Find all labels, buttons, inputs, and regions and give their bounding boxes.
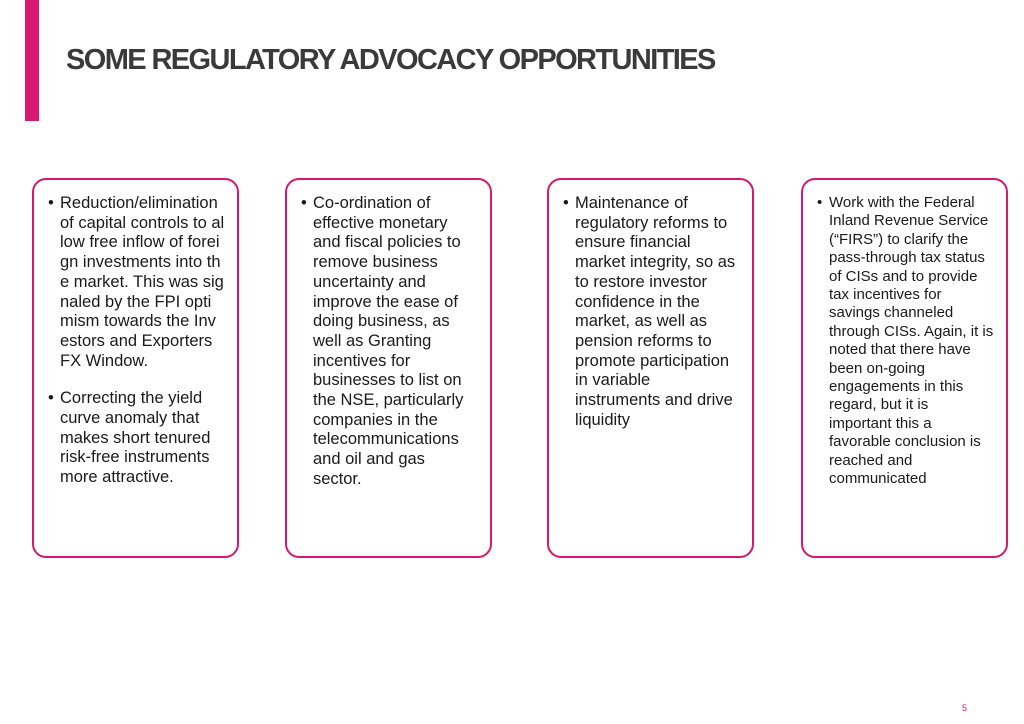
bullet-item: • Work with the Federal Inland Revenue Service (“FIRS”) to clarify the pass-through tax status of CISs and to provide tax incentives for savings channeled through CISs. Again, it is noted that there have been on-going engagements in this regard, but it is important this a favorable conclusion is reached and communicated: [815, 194, 994, 489]
bullet-list: [299, 194, 478, 490]
accent-bar: [25, 0, 39, 121]
card-capital-controls: [32, 178, 239, 558]
bullet-list: [46, 194, 225, 488]
page-number: 5: [962, 703, 968, 713]
slide-title: SOME REGULATORY ADVOCACY OPPORTUNITIES: [66, 44, 715, 76]
bullet-item: • Reduction/elimination of capital controls to allow free inflow of foreign investments into the market. This was signaled by the FPI optimism towards the Investors and Exporters FX Window.: [46, 194, 225, 371]
card-monetary-fiscal: [285, 178, 492, 558]
card-firs-tax: [801, 178, 1008, 558]
bullet-list: [561, 194, 740, 430]
bullet-list: [815, 194, 994, 489]
bullet-item: • Correcting the yield curve anomaly that makes short tenured risk-free instruments more attractive.: [46, 389, 225, 488]
bullet-item: • Maintenance of regulatory reforms to ensure financial market integrity, so as to restore investor confidence in the market, as well as pension reforms to promote participation in variable instruments and drive liquidity: [561, 194, 740, 430]
bullet-item: • Co-ordination of effective monetary and fiscal policies to remove business uncertainty and improve the ease of doing business, as well as Granting incentives for businesses to list on the NSE, particularly companies in the telecommunications and oil and gas sector.: [299, 194, 478, 490]
card-regulatory-reforms: [547, 178, 754, 558]
